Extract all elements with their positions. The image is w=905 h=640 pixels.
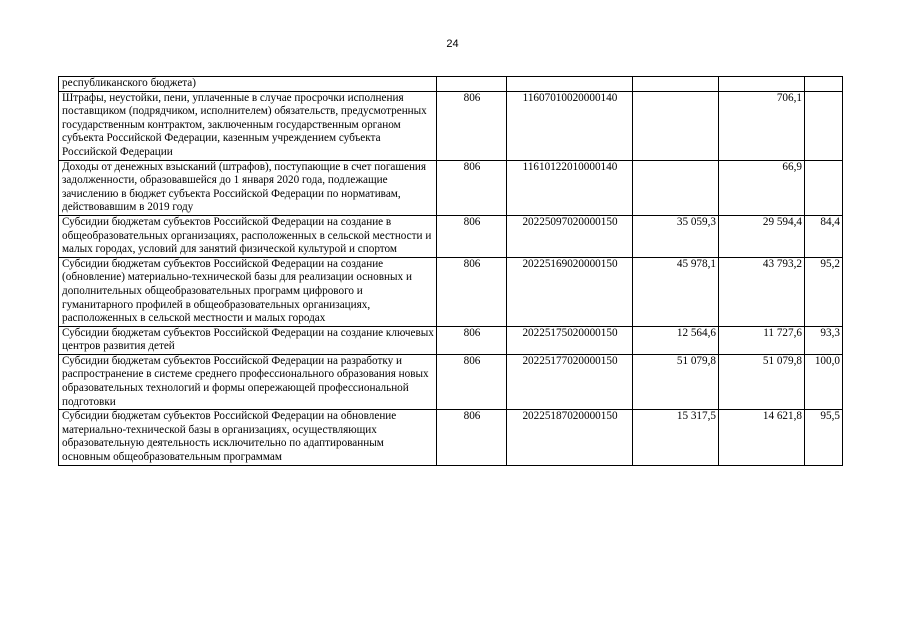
cell-fact: 43 793,2 <box>719 257 805 326</box>
cell-name: Субсидии бюджетам субъектов Российской Федерации на создание в общеобразовательных организациях, расположенных в сельской местности и малых городах, условий для занятий физической культурой и спортом <box>59 215 437 257</box>
cell-admin-code: 806 <box>437 160 507 215</box>
cell-budget-code: 20225169020000150 <box>507 257 633 326</box>
table-row <box>59 77 843 92</box>
table-row <box>59 410 843 465</box>
cell-fact: 11 727,6 <box>719 326 805 354</box>
cell-percent: 93,3 <box>805 326 843 354</box>
cell-name: Субсидии бюджетам субъектов Российской Федерации на создание (обновление) материально-технической базы для реализации основных и дополнительных общеобразовательных программ цифрового и гуманитарного профилей в общеобразовательных организациях, расположенных в сельской местности и малых городах <box>59 257 437 326</box>
cell-budget-code: 20225175020000150 <box>507 326 633 354</box>
cell-fact: 29 594,4 <box>719 215 805 257</box>
cell-admin-code: 806 <box>437 326 507 354</box>
cell-percent: 95,2 <box>805 257 843 326</box>
table-row <box>59 91 843 160</box>
table-row <box>59 215 843 257</box>
cell-name: Штрафы, неустойки, пени, уплаченные в случае просрочки исполнения поставщиком (подрядчиком, исполнителем) обязательств, предусмотренных государственным контрактом, заключенным государственным органом субъекта Российской Федерации, казенным учреждением субъекта Российской Федерации <box>59 91 437 160</box>
budget-table <box>58 76 843 466</box>
cell-plan <box>633 91 719 160</box>
cell-admin-code: 806 <box>437 215 507 257</box>
cell-budget-code: 20225187020000150 <box>507 410 633 465</box>
cell-admin-code: 806 <box>437 354 507 409</box>
cell-budget-code: 20225097020000150 <box>507 215 633 257</box>
page-number: 24 <box>446 38 459 50</box>
cell-plan: 51 079,8 <box>633 354 719 409</box>
cell-name: Субсидии бюджетам субъектов Российской Федерации на разработку и распространение в системе среднего профессионального образования новых образовательных технологий и формы опережающей профессиональной подготовки <box>59 354 437 409</box>
cell-plan: 35 059,3 <box>633 215 719 257</box>
cell-percent <box>805 77 843 92</box>
cell-admin-code: 806 <box>437 410 507 465</box>
cell-plan: 12 564,6 <box>633 326 719 354</box>
cell-admin-code: 806 <box>437 257 507 326</box>
table-row <box>59 326 843 354</box>
table-row <box>59 160 843 215</box>
cell-fact <box>719 77 805 92</box>
cell-admin-code <box>437 77 507 92</box>
cell-budget-code: 11610122010000140 <box>507 160 633 215</box>
cell-plan: 45 978,1 <box>633 257 719 326</box>
cell-percent <box>805 91 843 160</box>
cell-fact: 51 079,8 <box>719 354 805 409</box>
cell-admin-code: 806 <box>437 91 507 160</box>
cell-name: Доходы от денежных взысканий (штрафов), поступающие в счет погашения задолженности, образовавшейся до 1 января 2020 года, подлежащие зачислению в бюджет субъекта Российской Федерации по нормативам, действовавшим в 2019 году <box>59 160 437 215</box>
cell-plan <box>633 160 719 215</box>
cell-plan <box>633 77 719 92</box>
cell-percent: 84,4 <box>805 215 843 257</box>
cell-percent: 100,0 <box>805 354 843 409</box>
cell-name: Субсидии бюджетам субъектов Российской Федерации на создание ключевых центров развития детей <box>59 326 437 354</box>
cell-budget-code: 11607010020000140 <box>507 91 633 160</box>
cell-percent: 95,5 <box>805 410 843 465</box>
cell-percent <box>805 160 843 215</box>
cell-fact: 14 621,8 <box>719 410 805 465</box>
cell-name: Субсидии бюджетам субъектов Российской Федерации на обновление материально-технической базы в организациях, осуществляющих образовательную деятельность исключительно по адаптированным основным общеобразовательным программам <box>59 410 437 465</box>
cell-fact: 66,9 <box>719 160 805 215</box>
table-row <box>59 354 843 409</box>
cell-budget-code <box>507 77 633 92</box>
cell-budget-code: 20225177020000150 <box>507 354 633 409</box>
cell-fact: 706,1 <box>719 91 805 160</box>
cell-plan: 15 317,5 <box>633 410 719 465</box>
cell-name: республиканского бюджета) <box>59 77 437 92</box>
table-row <box>59 257 843 326</box>
